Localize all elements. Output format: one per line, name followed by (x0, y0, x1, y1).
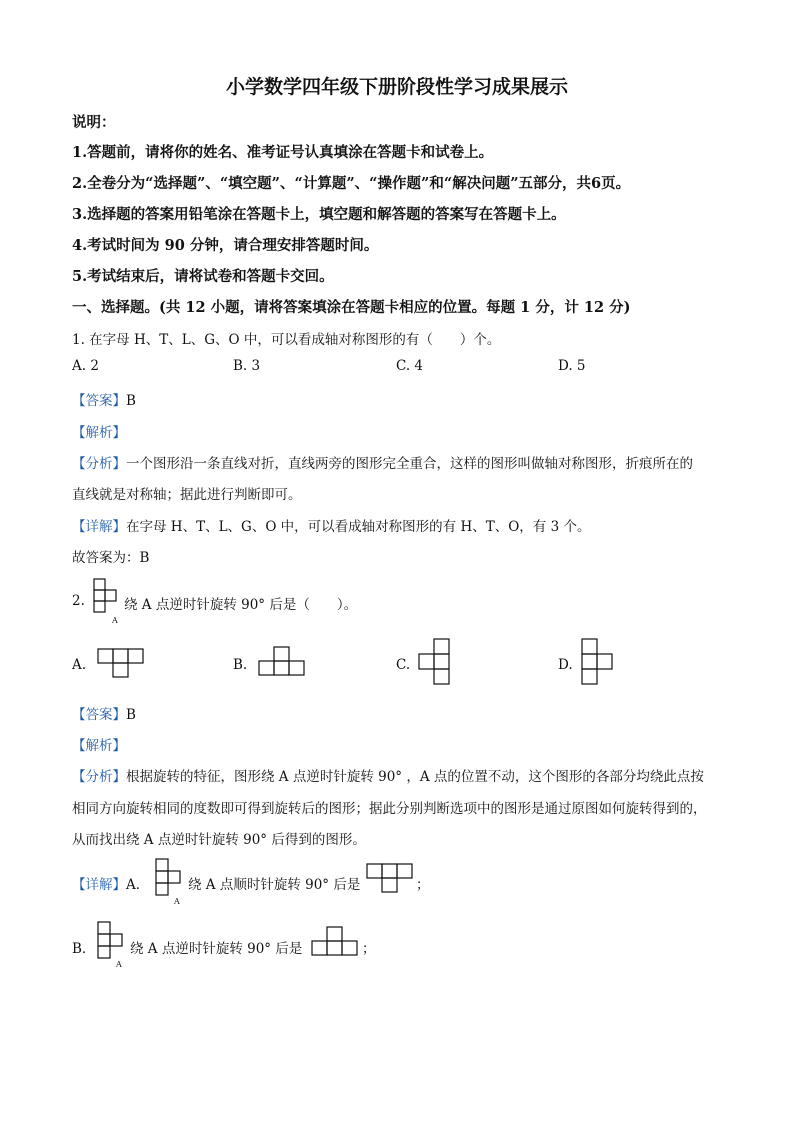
q2-analysis-tag: 【解析】 (72, 738, 126, 754)
semicolon: ； (362, 941, 376, 957)
figure-square (597, 654, 612, 669)
q2-option-b: B. (233, 657, 248, 673)
q2-detail-a-original-figure (154, 857, 184, 905)
question-1-stem: 1. 在字母 H、T、L、G、O 中，可以看成轴对称图形的有（ ）个。 (72, 332, 501, 348)
instruction-item: 4.考试时间为 90 分钟，请合理安排答题时间。 (72, 237, 379, 254)
question-2-stem: 绕 A 点逆时针旋转 90° 后是（ ）。 (124, 597, 358, 613)
detail-a-prefix: A． (126, 877, 150, 893)
answer-tag: 【答案】 (72, 707, 126, 723)
q2-detail-b-prefix: B． (72, 941, 96, 957)
figure-square (113, 649, 128, 663)
figure-square (382, 864, 397, 878)
q1-analysis-tag: 【解析】 (72, 425, 126, 441)
q2-option-a-figure (97, 648, 149, 682)
q1-conclusion: 故答案为：B (72, 550, 150, 566)
figure-square (94, 590, 105, 601)
q1-option-d: D. 5 (558, 358, 586, 374)
point-a-label: A (174, 897, 180, 906)
figure-square (327, 927, 342, 941)
detail-tag: 【详解】 (72, 877, 126, 893)
figure-square (274, 661, 289, 675)
figure-square (582, 654, 597, 669)
question-2-number: 2. (72, 593, 85, 609)
q1-fenxi-line-2: 直线就是对称轴；据此进行判断即可。 (72, 487, 302, 503)
figure-square (382, 878, 397, 892)
q1-fenxi-line (72, 452, 693, 472)
figure-square (113, 663, 128, 677)
figure-square (128, 649, 143, 663)
page-title: 小学数学四年级下册阶段性学习成果展示 (225, 76, 568, 98)
figure-square (434, 639, 449, 654)
q1-answer (72, 389, 136, 409)
fenxi-text: 根据旋转的特征，图形绕 A 点逆时针旋转 90° ，A 点的位置不动，这个图形的各部分均绕此点按 (126, 769, 704, 785)
fenxi-tag: 【分析】 (72, 456, 126, 472)
figure-square (419, 654, 434, 669)
figure-square (98, 922, 110, 934)
figure-square (110, 934, 122, 946)
q2-option-c: C. (396, 657, 411, 673)
q1-detail (72, 515, 590, 535)
q2-option-b-figure (258, 646, 310, 680)
answer-tag: 【答案】 (72, 393, 126, 409)
q2-detail-a-result-figure (366, 863, 418, 897)
figure-square (168, 871, 180, 883)
figure-square (274, 647, 289, 661)
q2-fenxi-line-3: 从而找出绕 A 点逆时针旋转 90° 后得到的图形。 (72, 832, 366, 848)
q1-option-c: C. 4 (396, 358, 424, 374)
section-heading: 一、选择题。(共 12 小题，请将答案填涂在答题卡相应的位置。每题 1 分，计 12 分) (72, 299, 631, 316)
q1-option-a: A. 2 (72, 358, 99, 374)
instruction-item: 5.考试结束后，请将试卷和答题卡交回。 (72, 268, 334, 285)
q2-detail-a (72, 873, 149, 893)
answer-value: B (126, 393, 136, 409)
point-a-label: A (116, 960, 122, 969)
detail-tag: 【详解】 (72, 519, 126, 535)
figure-square (342, 941, 357, 955)
q2-detail-b-original-figure (96, 920, 126, 968)
detail-text: 在字母 H、T、L、G、O 中，可以看成轴对称图形的有 H、T、O，有 3 个。 (126, 519, 591, 535)
q2-detail-a-text: 绕 A 点顺时针旋转 90° 后是 (188, 877, 361, 893)
figure-square (98, 649, 113, 663)
instructions-heading: 说明： (72, 114, 116, 131)
figure-square (98, 934, 110, 946)
figure-square (327, 941, 342, 955)
figure-square (156, 883, 168, 895)
instruction-item: 1.答题前，请将你的姓名、准考证号认真填涂在答题卡和试卷上。 (72, 144, 494, 161)
q2-fenxi-line-2: 相同方向旋转相同的度数即可得到旋转后的图形；据此分别判断选项中的图形是通过原图如何旋转得到的， (72, 801, 707, 817)
fenxi-tag: 【分析】 (72, 769, 126, 785)
figure-square (582, 639, 597, 654)
answer-value: B (126, 707, 136, 723)
q2-option-d-figure (581, 638, 617, 688)
figure-square (94, 579, 105, 590)
q2-option-a: A. (72, 657, 87, 673)
figure-square (434, 654, 449, 669)
figure-square (98, 946, 110, 958)
q2-fenxi-line (72, 765, 704, 785)
q2-detail-b-result-figure (311, 926, 363, 960)
figure-square (94, 601, 105, 612)
q1-option-b: B. 3 (233, 358, 261, 374)
figure-square (105, 590, 116, 601)
figure-square (397, 864, 412, 878)
figure-square (156, 859, 168, 871)
q2-option-d: D. (558, 657, 573, 673)
figure-square (582, 669, 597, 684)
q2-detail-b-text: 绕 A 点逆时针旋转 90° 后是 (130, 941, 303, 957)
q2-original-figure (92, 577, 122, 625)
q2-option-c-figure (418, 638, 454, 688)
figure-square (312, 941, 327, 955)
instruction-item: 2.全卷分为“选择题”、“填空题”、“计算题”、“操作题”和“解决问题”五部分，共6页。 (72, 175, 631, 192)
instruction-item: 3.选择题的答案用铅笔涂在答题卡上，填空题和解答题的答案写在答题卡上。 (72, 206, 566, 223)
figure-square (259, 661, 274, 675)
figure-square (434, 669, 449, 684)
point-a-label: A (112, 616, 118, 625)
q2-answer (72, 703, 136, 723)
semicolon: ； (416, 877, 430, 893)
figure-square (289, 661, 304, 675)
figure-square (156, 871, 168, 883)
figure-square (367, 864, 382, 878)
fenxi-text: 一个图形沿一条直线对折，直线两旁的图形完全重合，这样的图形叫做轴对称图形，折痕所在的 (126, 456, 693, 472)
